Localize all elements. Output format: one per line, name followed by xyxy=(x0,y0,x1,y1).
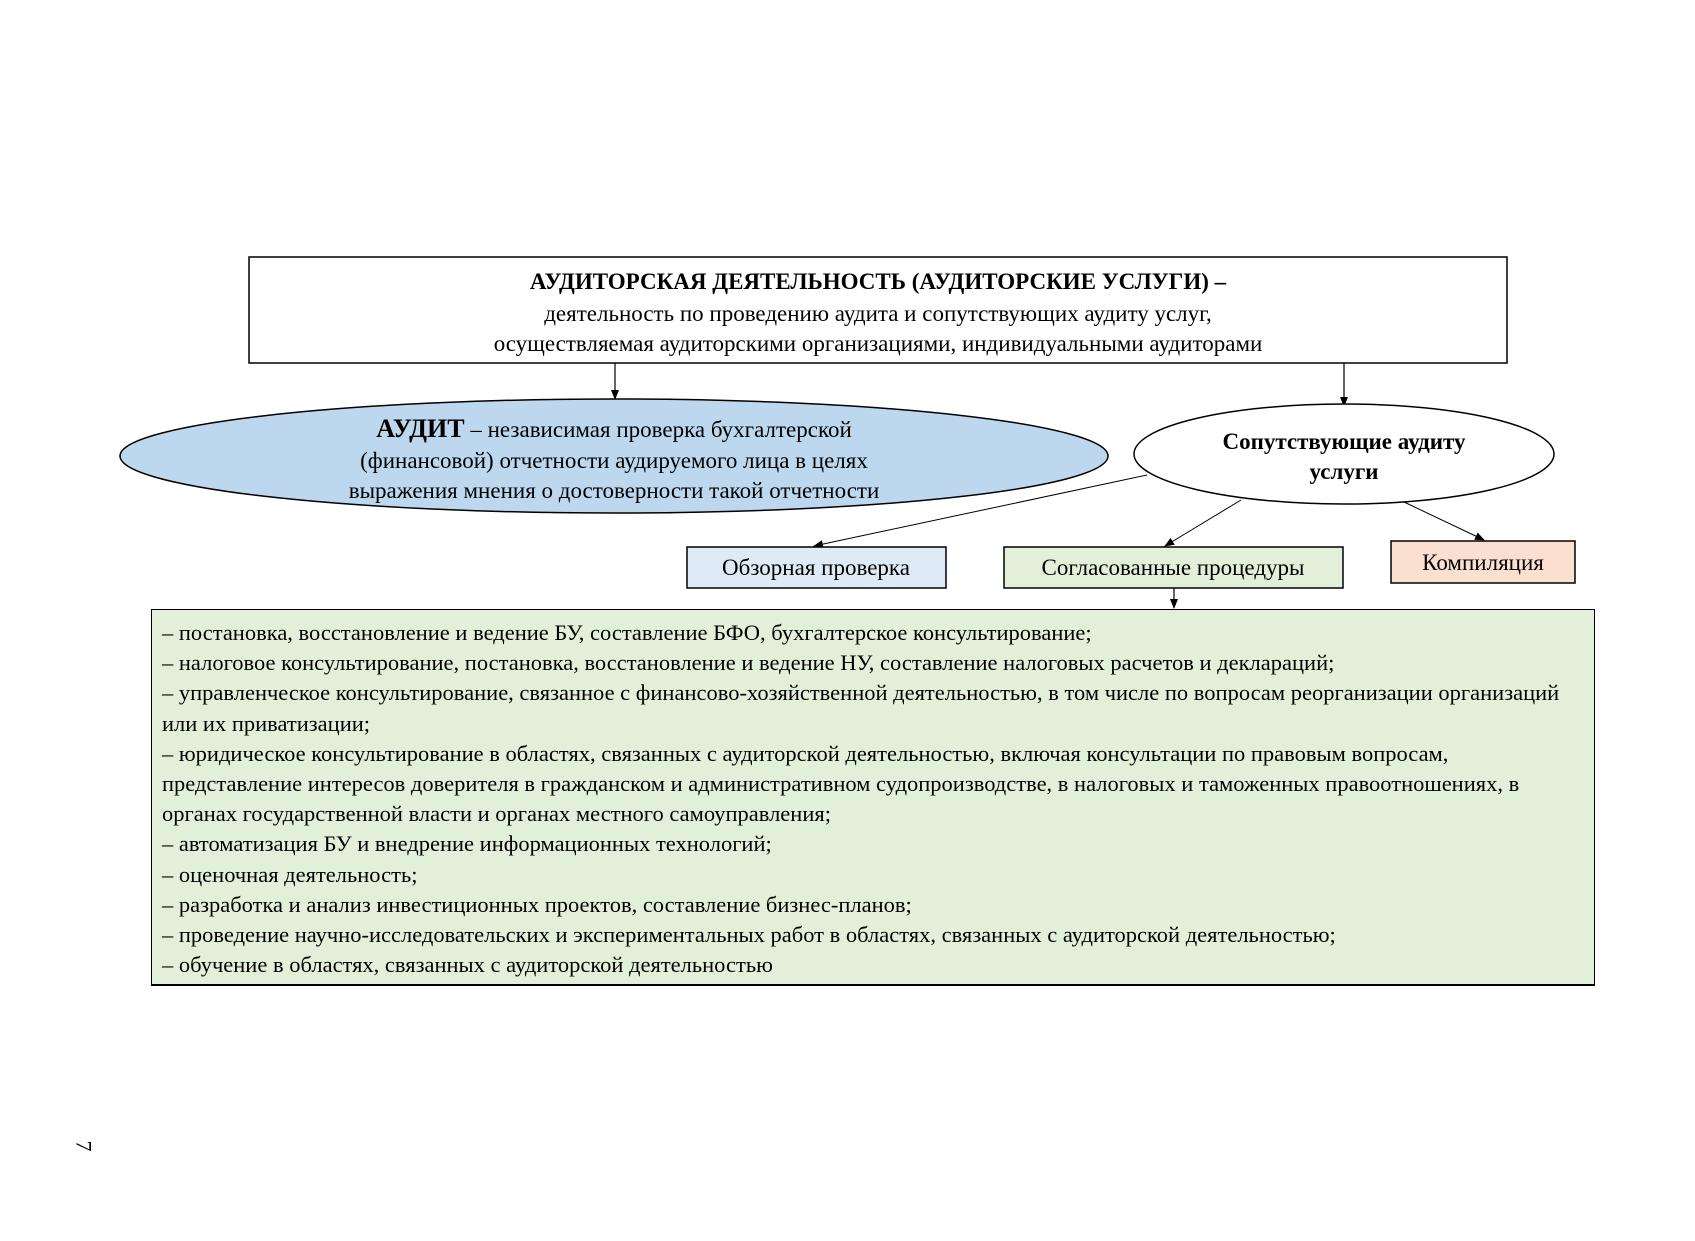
related-line1: Сопутствующие аудиту xyxy=(1222,429,1466,454)
audit-term: АУДИТ xyxy=(376,414,465,443)
audit-line2: (финансовой) отчетности аудируемого лица в целях xyxy=(360,448,868,473)
arrow-to-agreed xyxy=(1165,500,1241,546)
audit-line1: – независимая проверка бухгалтерской xyxy=(464,417,852,442)
arrow-to-compilation xyxy=(1404,502,1484,540)
related-services-list xyxy=(151,609,1595,986)
list-item: – автоматизация БУ и внедрение информационных технологий; xyxy=(162,831,772,857)
top-box-title: АУДИТОРСКАЯ ДЕЯТЕЛЬНОСТЬ (АУДИТОРСКИЕ УСЛУГИ) – xyxy=(529,269,1227,294)
list-item: – постановка, восстановление и ведение БУ, составление БФО, бухгалтерское консультирование; xyxy=(162,620,1092,645)
compilation-box xyxy=(1391,541,1575,583)
compilation-label: Компиляция xyxy=(1422,550,1544,575)
related-services-ellipse xyxy=(1134,404,1554,504)
list-item: – налоговое консультирование, постановка, восстановление и ведение НУ, составление налоговых расчетов и деклараций; xyxy=(162,650,1335,676)
list-item: – оценочная деятельность; xyxy=(162,861,418,887)
agreed-procedures-box xyxy=(1004,547,1343,588)
svg-text:АУДИТ – независимая проверка б xyxy=(376,414,852,443)
audit-ellipse xyxy=(120,399,1108,513)
list-item: – проведение научно-исследовательских и экспериментальных работ в областях, связанных с аудиторской деятельностью; xyxy=(162,922,1336,948)
list-item: – управленческое консультирование, связанное с финансово-хозяйственной деятельностью, в том числе по вопросам реорганизации организаций или их приватизации; xyxy=(162,680,1560,736)
audit-line3: выражения мнения о достоверности такой отчетности xyxy=(348,478,880,503)
agreed-label: Согласованные процедуры xyxy=(1041,555,1305,580)
page-number: 7 xyxy=(71,1140,97,1152)
top-box-line1: деятельность по проведению аудита и сопутствующих аудиту услуг, xyxy=(544,301,1212,326)
list-item: – юридическое консультирование в областях, связанных с аудиторской деятельностью, включая консультации по правовым вопросам, представление интересов доверителя в гражданском и административном судопроизводстве, в налоговых и таможенных правоотношениях, в органах государственной власти и органах местного самоуправления; xyxy=(162,740,1520,827)
review-label: Обзорная проверка xyxy=(722,555,910,580)
list-item: – разработка и анализ инвестиционных проектов, составление бизнес-планов; xyxy=(162,891,912,917)
review-box xyxy=(687,547,946,588)
list-item: – обучение в областях, связанных с аудиторской деятельностью xyxy=(162,952,773,978)
top-box xyxy=(249,257,1507,363)
related-line2: услуги xyxy=(1309,459,1379,484)
top-box-line2: осуществляемая аудиторскими организациями, индивидуальными аудиторами xyxy=(493,331,1263,356)
